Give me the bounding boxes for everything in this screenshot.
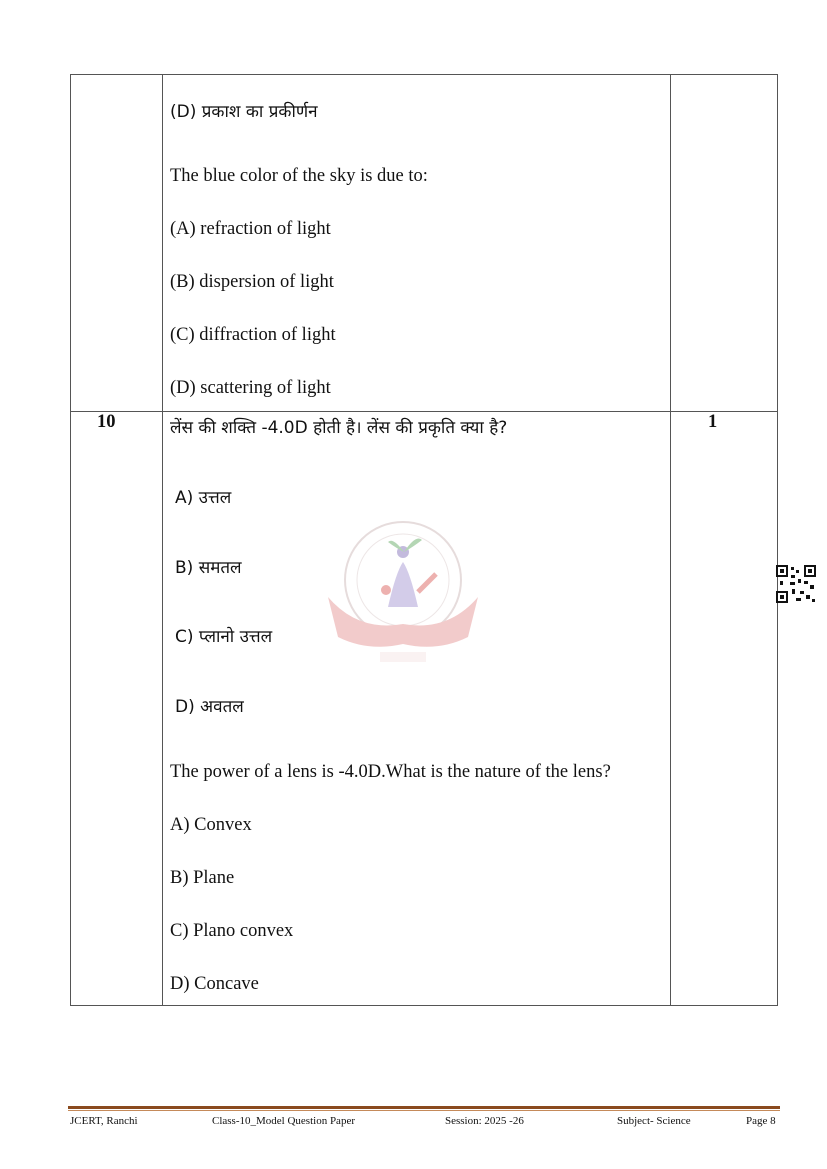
footer-rule-thin xyxy=(68,1110,780,1111)
q10-option-a: A) Convex xyxy=(170,815,252,835)
footer-session: Session: 2025 -26 xyxy=(445,1115,524,1127)
q10-option-b: B) Plane xyxy=(170,868,235,888)
footer-institute: JCERT, Ranchi xyxy=(70,1115,138,1127)
q9-hindi-option-d: (D) प्रकाश का प्रकीर्णन xyxy=(170,102,318,122)
footer-paper: Class-10_Model Question Paper xyxy=(212,1115,355,1127)
q9-option-b: (B) dispersion of light xyxy=(170,272,334,292)
row-divider xyxy=(71,411,777,412)
jcert-logo-watermark xyxy=(318,512,488,672)
q10-hindi-option-b: B) समतल xyxy=(175,558,242,578)
q9-option-d: (D) scattering of light xyxy=(170,378,331,398)
question-marks: 1 xyxy=(708,412,718,432)
qr-code-icon xyxy=(776,565,816,603)
q9-option-a: (A) refraction of light xyxy=(170,219,331,239)
question-number: 10 xyxy=(97,412,116,432)
q10-option-c: C) Plano convex xyxy=(170,921,294,941)
footer-subject: Subject- Science xyxy=(617,1115,691,1127)
q10-hindi-option-a: A) उत्तल xyxy=(175,488,232,508)
q9-english-question: The blue color of the sky is due to: xyxy=(170,166,428,186)
q10-hindi-question: लेंस की शक्ति -4.0D होती है। लेंस की प्रकृति क्या है? xyxy=(170,418,508,438)
q10-hindi-option-d: D) अवतल xyxy=(175,697,244,717)
q9-option-c: (C) diffraction of light xyxy=(170,325,336,345)
footer-rule xyxy=(68,1106,780,1109)
footer-page-number: Page 8 xyxy=(746,1115,776,1127)
column-divider-number xyxy=(162,75,163,1005)
q10-option-d: D) Concave xyxy=(170,974,259,994)
q10-english-question: The power of a lens is -4.0D.What is the nature of the lens? xyxy=(170,762,611,782)
q10-hindi-option-c: C) प्लानो उत्तल xyxy=(175,627,273,647)
column-divider-marks xyxy=(670,75,671,1005)
